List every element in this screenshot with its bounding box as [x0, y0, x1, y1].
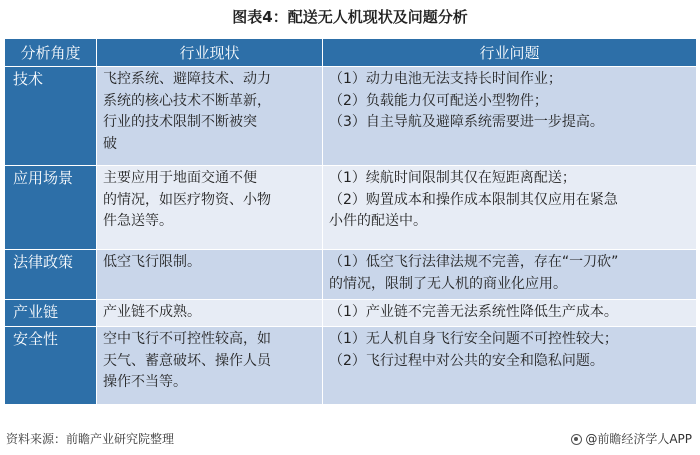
status-line: 破: [103, 135, 117, 152]
table-row: [5, 300, 697, 327]
page-title: 图表4：配送无人机现状及问题分析: [232, 8, 468, 26]
brand-credit: [571, 430, 692, 447]
status-line: 操作不当等。: [103, 374, 187, 390]
row-status: [97, 67, 323, 166]
status-line: 飞控系统、避障技术、动力: [103, 71, 271, 87]
status-line: 主要应用于地面交通不便: [103, 170, 257, 186]
issue-line: （1）低空飞行法律法规不完善，存在“一刀砍”: [329, 254, 619, 270]
issue-line: 的情况，限制了无人机的商业化应用。: [329, 275, 567, 292]
analysis-table: [4, 38, 697, 405]
status-line: 系统的核心技术不断革新，: [103, 92, 271, 109]
brand-logo-icon: [571, 434, 582, 445]
issue-line: （1）动力电池无法支持长时间作业；: [329, 71, 562, 87]
status-line: 空中飞行不可控性较高，如: [103, 331, 271, 347]
issue-line: （1）续航时间限制其仅在短距离配送；: [329, 170, 576, 186]
row-issues: [323, 166, 697, 250]
row-issues: [323, 67, 697, 166]
analysis-table-container: [4, 38, 696, 405]
table-header-row: [5, 39, 697, 67]
row-status: [97, 327, 323, 405]
issue-line: （1）无人机自身飞行安全问题不可控性较大；: [329, 331, 618, 347]
row-category: 产业链: [5, 300, 97, 327]
status-line: 行业的技术限制不断被突: [103, 114, 257, 130]
row-category: 技术: [5, 67, 97, 166]
table-body: [5, 67, 697, 405]
table-row: [5, 327, 697, 405]
issue-line: 小件的配送中。: [329, 213, 427, 229]
row-issues: [323, 250, 697, 300]
row-status: [97, 166, 323, 250]
status-line: 的情况，如医疗物资、小物: [103, 191, 271, 208]
issue-line: （3）自主导航及避障系统需要进一步提高。: [329, 114, 604, 130]
source-note: 资料来源：前瞻产业研究院整理: [6, 432, 175, 446]
row-issues: [323, 327, 697, 405]
issue-line: （2）负载能力仅可配送小型物件；: [329, 92, 548, 109]
row-category: 安全性: [5, 327, 97, 405]
table-row: [5, 250, 697, 300]
issue-line: （2）购置成本和操作成本限制其仅应用在紧急: [329, 191, 618, 208]
status-line: 产业链不成熟。: [103, 304, 201, 320]
row-issues: [323, 300, 697, 327]
brand-label: @前瞻经济学人APP: [585, 432, 692, 446]
row-category: 应用场景: [5, 166, 97, 250]
header-angle: 分析角度: [5, 39, 97, 67]
status-line: 件急送等。: [103, 213, 173, 229]
status-line: 天气、蓄意破坏、操作人员: [103, 352, 271, 369]
issue-line: （2）飞行过程中对公共的安全和隐私问题。: [329, 352, 604, 369]
status-line: 低空飞行限制。: [103, 254, 201, 270]
table-row: [5, 166, 697, 250]
table-row: [5, 67, 697, 166]
row-status: [97, 250, 323, 300]
issue-line: （1）产业链不完善无法系统性降低生产成本。: [329, 304, 618, 320]
row-status: [97, 300, 323, 327]
row-category: 法律政策: [5, 250, 97, 300]
header-issues: 行业问题: [323, 39, 697, 67]
header-status: 行业现状: [97, 39, 323, 67]
